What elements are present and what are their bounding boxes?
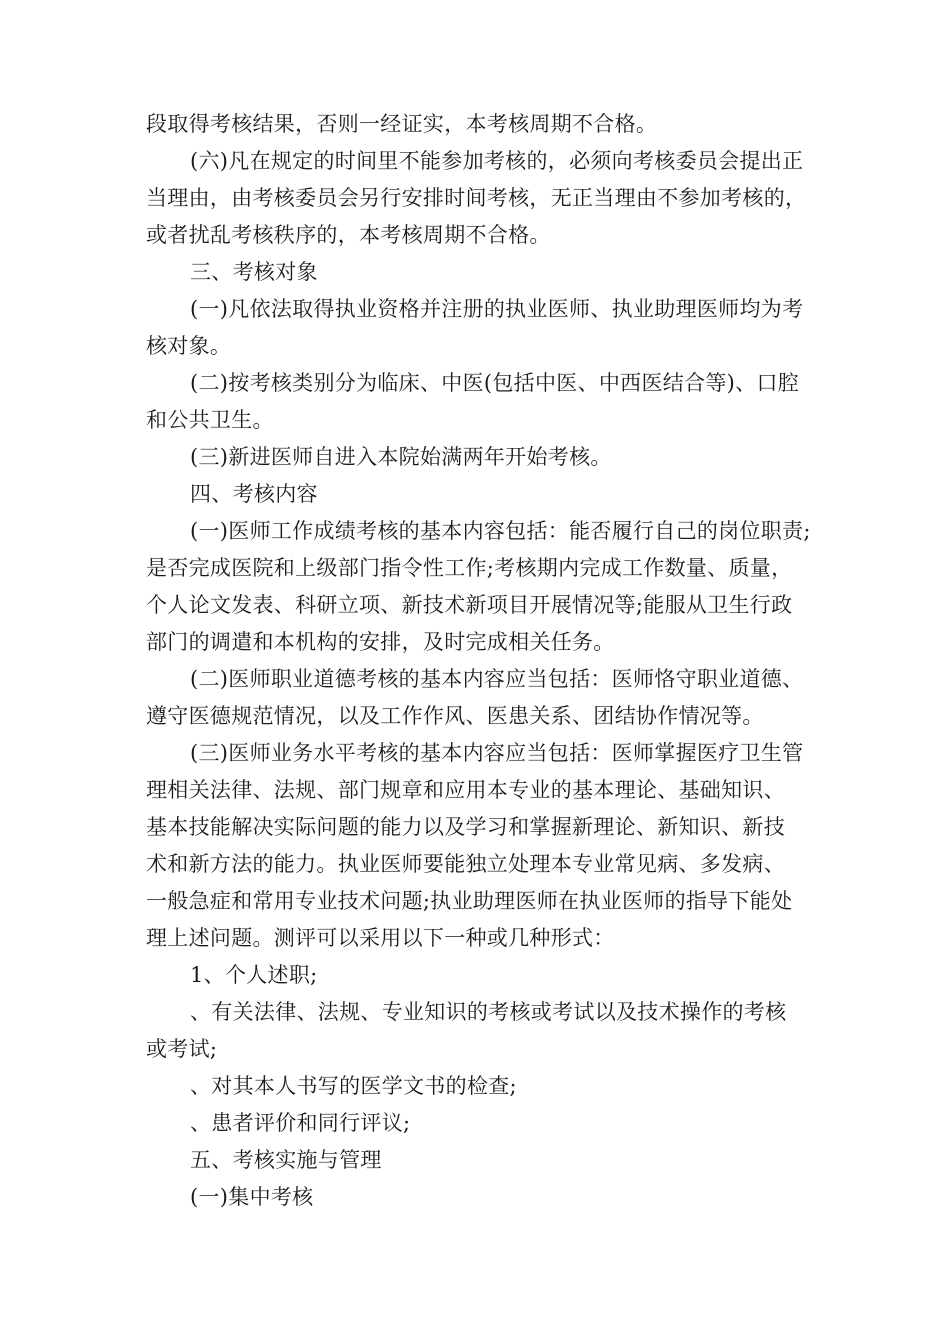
text-line: 个人论文发表、科研立项、新技术新项目开展情况等;能服从卫生行政 bbox=[146, 593, 793, 617]
text-line: (六)凡在规定的时间里不能参加考核的，必须向考核委员会提出正 bbox=[190, 149, 804, 173]
text-line: 理相关法律、法规、部门规章和应用本专业的基本理论、基础知识、 bbox=[146, 778, 785, 802]
text-line: 遵守医德规范情况，以及工作作风、医患关系、团结协作情况等。 bbox=[146, 704, 764, 728]
text-line: (一)医师工作成绩考核的基本内容包括：能否履行自己的岗位职责; bbox=[190, 519, 811, 543]
section-heading: 四、考核内容 bbox=[190, 482, 318, 506]
text-line: (二)按考核类别分为临床、中医(包括中医、中西医结合等)、口腔 bbox=[190, 371, 800, 395]
text-line: 或考试; bbox=[146, 1037, 218, 1061]
text-line: 段取得考核结果，否则一经证实，本考核周期不合格。 bbox=[146, 112, 658, 136]
text-line: (一)凡依法取得执业资格并注册的执业医师、执业助理医师均为考 bbox=[190, 297, 804, 321]
list-item: 、患者评价和同行评议; bbox=[190, 1111, 411, 1135]
text-line: 部门的调遣和本机构的安排，及时完成相关任务。 bbox=[146, 630, 615, 654]
text-line: 术和新方法的能力。执业医师要能独立处理本专业常见病、多发病、 bbox=[146, 852, 785, 876]
text-line: (三)新进医师自进入本院始满两年开始考核。 bbox=[190, 445, 612, 469]
text-line: 基本技能解决实际问题的能力以及学习和掌握新理论、新知识、新技 bbox=[146, 815, 785, 839]
text-line: 是否完成医院和上级部门指令性工作;考核期内完成工作数量、质量， bbox=[146, 556, 793, 580]
text-line: (一)集中考核 bbox=[190, 1185, 314, 1209]
text-line: 和公共卫生。 bbox=[146, 408, 274, 432]
text-line: 核对象。 bbox=[146, 334, 232, 358]
text-line: 一般急症和常用专业技术问题;执业助理医师在执业医师的指导下能处 bbox=[146, 889, 793, 913]
list-item: 1、个人述职; bbox=[190, 963, 318, 987]
text-line: 理上述问题。测评可以采用以下一种或几种形式： bbox=[146, 926, 615, 950]
section-heading: 三、考核对象 bbox=[190, 260, 318, 284]
list-item: 、有关法律、法规、专业知识的考核或考试以及技术操作的考核 bbox=[190, 1000, 787, 1024]
text-line: (三)医师业务水平考核的基本内容应当包括：医师掌握医疗卫生管 bbox=[190, 741, 804, 765]
section-heading: 五、考核实施与管理 bbox=[190, 1148, 382, 1172]
list-item: 、对其本人书写的医学文书的检查; bbox=[190, 1074, 517, 1098]
text-line: (二)医师职业道德考核的基本内容应当包括：医师恪守职业道德、 bbox=[190, 667, 804, 691]
text-line: 当理由，由考核委员会另行安排时间考核，无正当理由不参加考核的， bbox=[146, 186, 807, 210]
text-line: 或者扰乱考核秩序的，本考核周期不合格。 bbox=[146, 223, 551, 247]
